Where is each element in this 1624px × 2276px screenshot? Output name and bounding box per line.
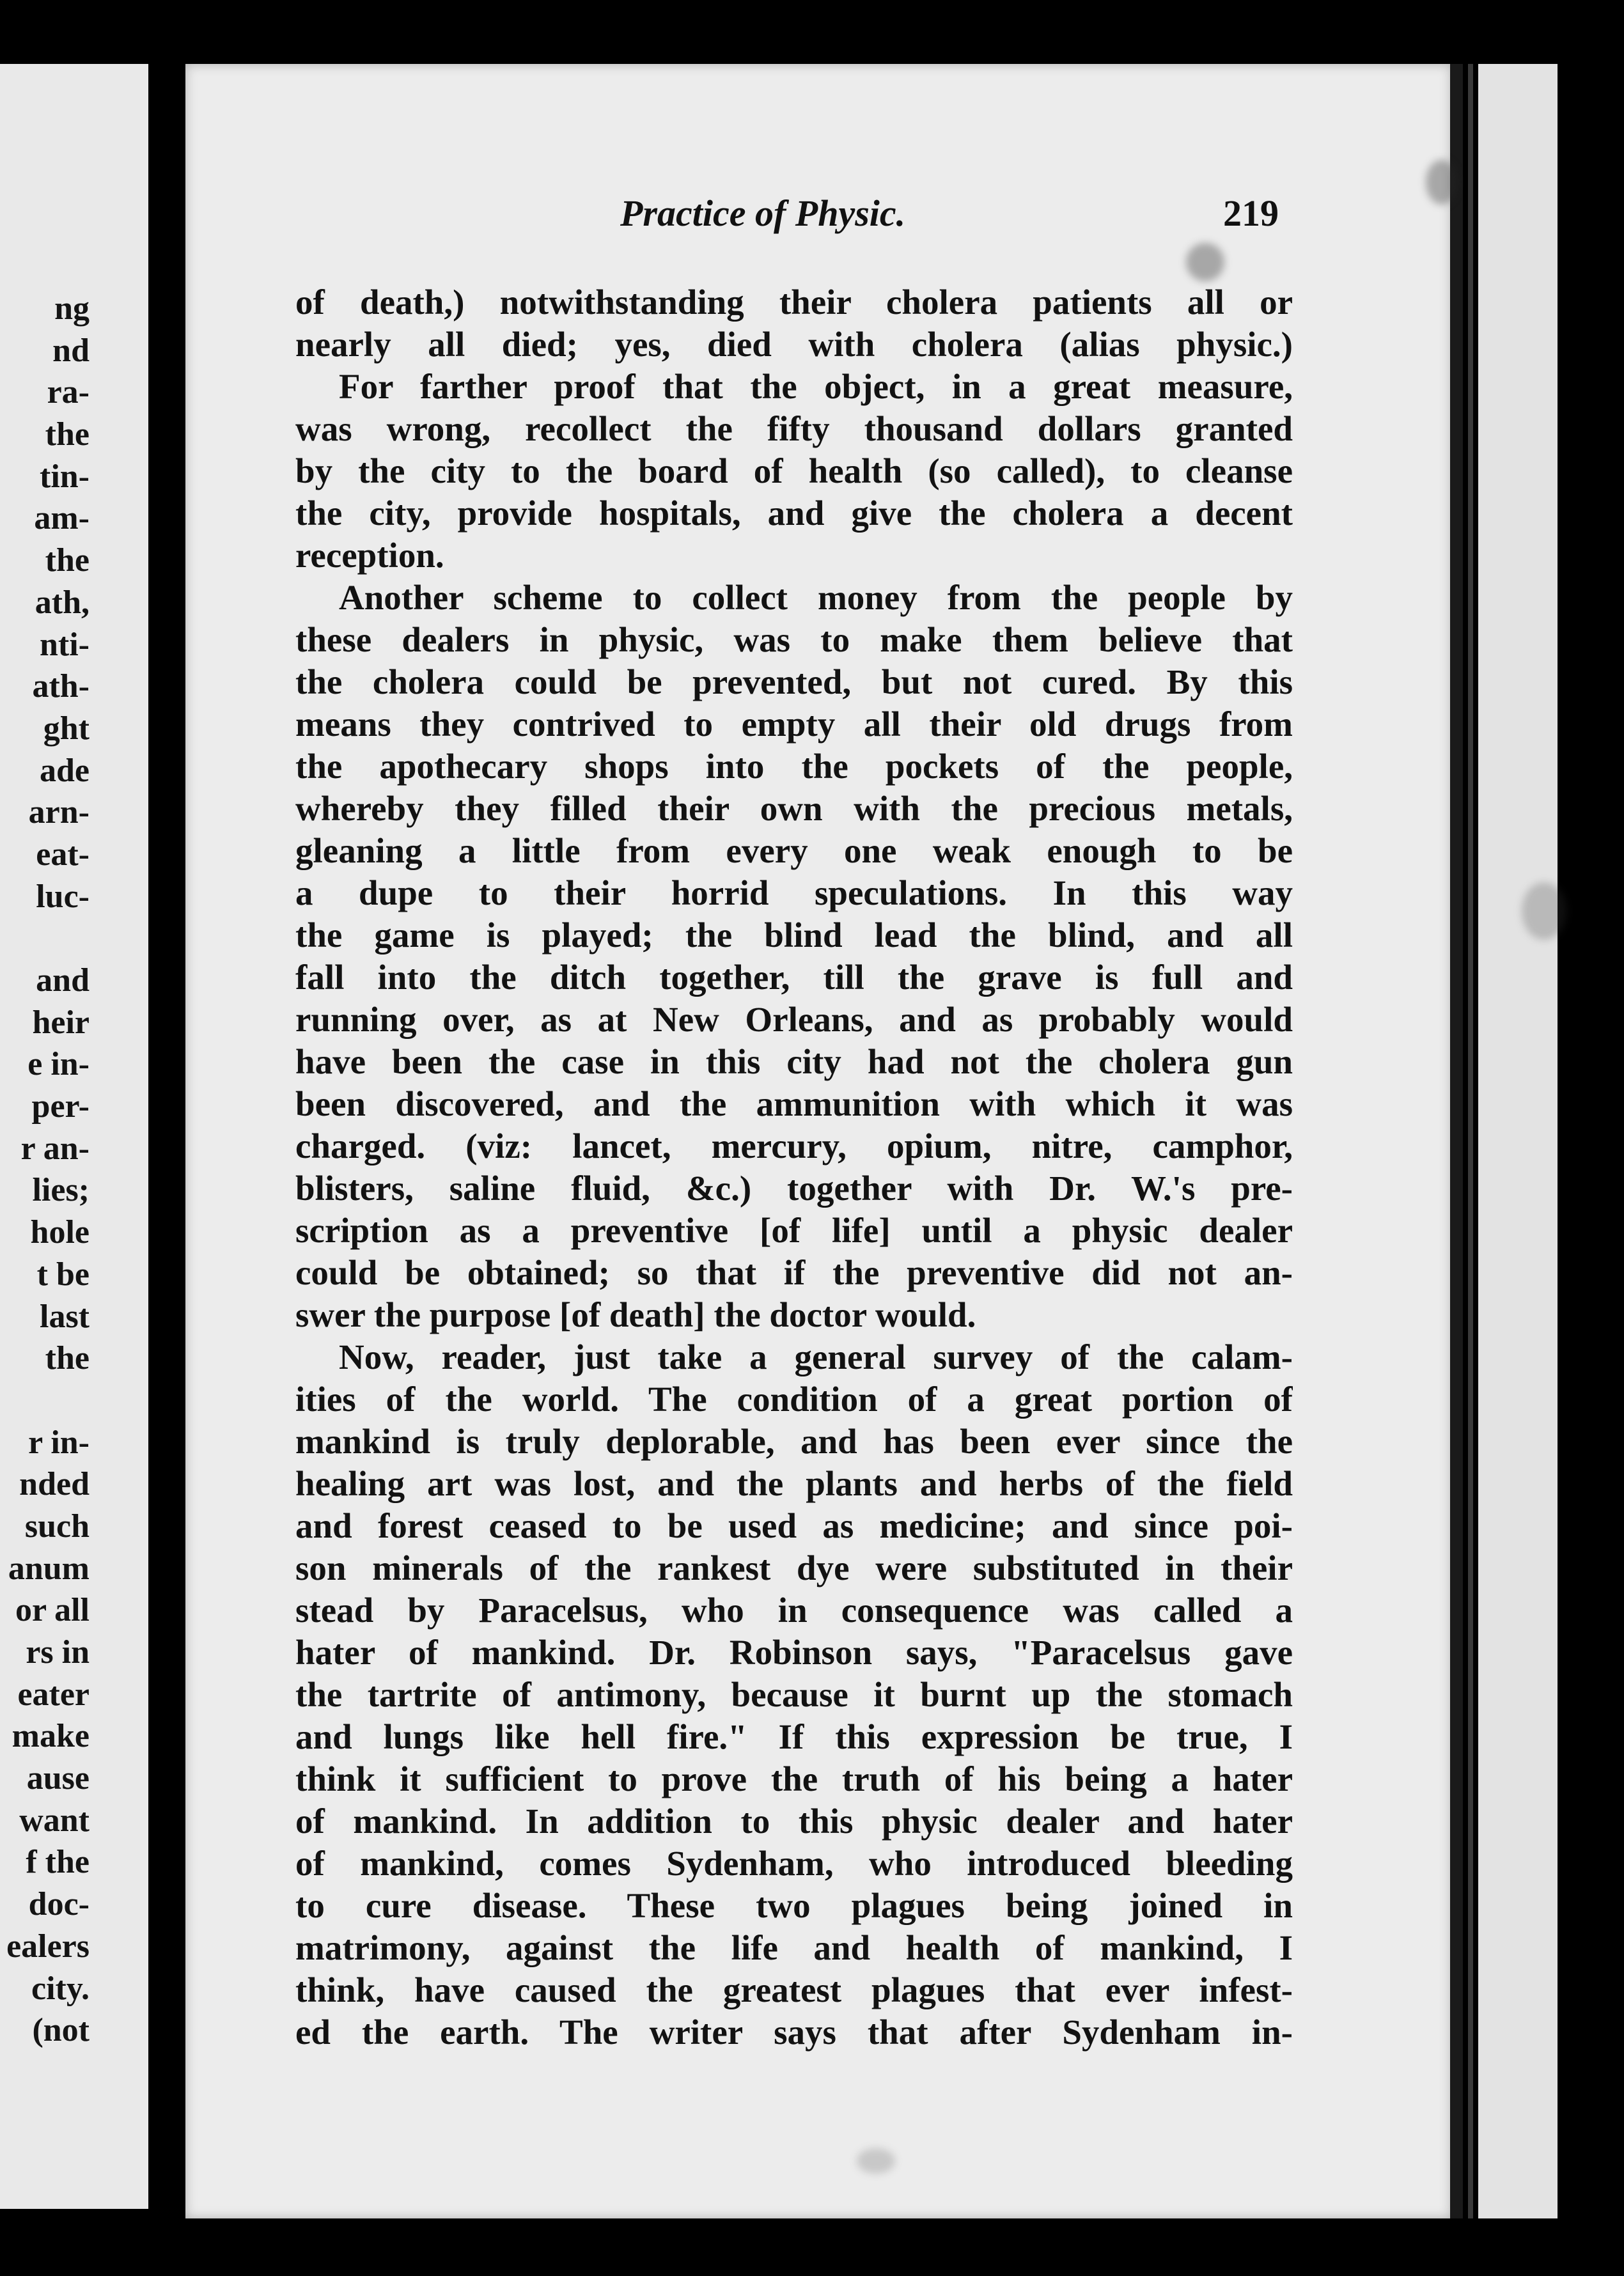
- text-line: ities of the world. The condition of a great portion of: [295, 1380, 1293, 1419]
- text-line: think it sufficient to prove the truth of his being a hater: [295, 1759, 1293, 1798]
- left-fragment: hole: [30, 1214, 90, 1251]
- text-line: For farther proof that the object, in a great measure,: [339, 367, 1293, 406]
- page-binding-edge: [1450, 64, 1463, 2218]
- text-line: of death,) notwithstanding their cholera patients all or: [295, 283, 1293, 322]
- text-line: blisters, saline fluid, &c.) together with Dr. W.'s pre-: [295, 1169, 1293, 1208]
- left-fragment: such: [24, 1508, 90, 1545]
- left-fragment: tin-: [40, 458, 90, 495]
- text-line: the city, provide hospitals, and give the cholera a decent: [295, 494, 1293, 533]
- left-fragment: make: [12, 1718, 90, 1755]
- text-line: was wrong, recollect the fifty thousand dollars granted: [295, 409, 1293, 448]
- left-fragment: heir: [32, 1004, 90, 1041]
- text-line: scription as a preventive [of life] until a physic dealer: [295, 1211, 1293, 1250]
- left-fragment: last: [40, 1298, 90, 1335]
- left-fragment: ng: [54, 290, 90, 327]
- left-fragment: ght: [43, 710, 90, 747]
- text-line: by the city to the board of health (so called), to cleanse: [295, 451, 1293, 490]
- text-line: son minerals of the rankest dye were substituted in their: [295, 1548, 1293, 1587]
- left-fragment: luc-: [36, 878, 90, 915]
- left-fragment: ause: [26, 1760, 90, 1797]
- text-line: have been the case in this city had not the cholera gun: [295, 1042, 1293, 1081]
- text-line: matrimony, against the life and health of mankind, I: [295, 1928, 1293, 1967]
- left-fragment: the: [45, 542, 90, 579]
- left-fragment: lies;: [32, 1172, 90, 1209]
- text-line: fall into the ditch together, till the grave is full and: [295, 958, 1293, 997]
- left-facing-page: [0, 64, 148, 2209]
- text-line: charged. (viz: lancet, mercury, opium, nitre, camphor,: [295, 1126, 1293, 1165]
- left-fragment: ade: [40, 752, 90, 789]
- text-line: means they contrived to empty all their old drugs from: [295, 705, 1293, 744]
- left-fragment: city.: [31, 1970, 90, 2007]
- page-number: 219: [1223, 192, 1279, 234]
- page-binding-edge: [1468, 64, 1473, 2218]
- left-page-text-fragments: [6, 288, 90, 2052]
- text-line: of mankind. In addition to this physic dealer and hater: [295, 1802, 1293, 1841]
- text-line: the apothecary shops into the pockets of the people,: [295, 747, 1293, 786]
- text-line: to cure disease. These two plagues being joined in: [295, 1886, 1293, 1925]
- page-header: [620, 192, 1279, 243]
- text-line: stead by Paracelsus, who in consequence was called a: [295, 1591, 1293, 1630]
- left-fragment: the: [45, 416, 90, 453]
- text-line: could be obtained; so that if the preventive did not an-: [295, 1253, 1293, 1292]
- body-text: [295, 281, 1293, 2054]
- text-line: swer the purpose [of death] the doctor would.: [295, 1295, 976, 1334]
- left-fragment: ra-: [47, 374, 90, 411]
- left-fragment: and: [36, 962, 90, 999]
- text-line: mankind is truly deplorable, and has been ever since the: [295, 1422, 1293, 1461]
- text-line: reception.: [295, 536, 444, 575]
- text-line: a dupe to their horrid speculations. In this way: [295, 873, 1293, 912]
- left-fragment: anum: [8, 1550, 90, 1587]
- text-line: the tartrite of antimony, because it burnt up the stomach: [295, 1675, 1293, 1714]
- left-fragment: [6, 917, 90, 960]
- left-fragment: eater: [17, 1676, 90, 1713]
- text-line: running over, as at New Orleans, and as probably would: [295, 1000, 1293, 1039]
- text-line: healing art was lost, and the plants and herbs of the field: [295, 1464, 1293, 1503]
- text-line: these dealers in physic, was to make them believe that: [295, 620, 1293, 659]
- text-line: gleaning a little from every one weak enough to be: [295, 831, 1293, 870]
- left-fragment: am-: [34, 500, 90, 537]
- left-fragment: [6, 1380, 90, 1422]
- ink-smudge: [1426, 160, 1458, 205]
- left-fragment: r in-: [28, 1424, 90, 1461]
- text-line: the game is played; the blind lead the blind, and all: [295, 916, 1293, 955]
- left-fragment: eat-: [36, 836, 90, 873]
- text-line: hater of mankind. Dr. Robinson says, "Paracelsus gave: [295, 1633, 1293, 1672]
- text-line: and lungs like hell fire." If this expression be true, I: [295, 1717, 1293, 1756]
- left-fragment: want: [19, 1802, 90, 1839]
- right-page-edge: [1478, 64, 1558, 2218]
- text-line: been discovered, and the ammunition with which it was: [295, 1084, 1293, 1123]
- left-fragment: ath,: [35, 584, 90, 621]
- left-fragment: doc-: [28, 1886, 90, 1923]
- ink-smudge: [857, 2148, 895, 2174]
- text-line: whereby they filled their own with the precious metals,: [295, 789, 1293, 828]
- running-head: Practice of Physic.: [620, 192, 906, 234]
- left-fragment: the: [45, 1340, 90, 1377]
- left-fragment: nti-: [40, 626, 90, 663]
- left-fragment: f the: [26, 1844, 90, 1881]
- left-fragment: per-: [31, 1088, 90, 1125]
- left-fragment: rs in: [26, 1634, 90, 1671]
- left-fragment: arn-: [28, 794, 90, 831]
- left-fragment: nd: [52, 332, 90, 369]
- left-fragment: ath-: [32, 668, 90, 705]
- ink-smudge: [1522, 882, 1566, 940]
- left-fragment: or all: [15, 1592, 90, 1629]
- ink-smudge: [1186, 243, 1224, 281]
- text-line: think, have caused the greatest plagues that ever infest-: [295, 1970, 1293, 2009]
- left-fragment: t be: [36, 1256, 90, 1293]
- text-line: Now, reader, just take a general survey of the calam-: [339, 1337, 1293, 1376]
- text-line: and forest ceased to be used as medicine; and since poi-: [295, 1506, 1293, 1545]
- left-fragment: (not: [32, 2012, 90, 2049]
- text-line: nearly all died; yes, died with cholera (alias physic.): [295, 325, 1293, 364]
- left-fragment: r an-: [20, 1130, 90, 1167]
- left-fragment: e in-: [27, 1046, 90, 1083]
- text-line: the cholera could be prevented, but not cured. By this: [295, 662, 1293, 701]
- text-line: Another scheme to collect money from the people by: [339, 578, 1293, 617]
- text-line: ed the earth. The writer says that after Sydenham in-: [295, 2013, 1293, 2052]
- text-line: of mankind, comes Sydenham, who introduced bleeding: [295, 1844, 1293, 1883]
- left-fragment: ealers: [6, 1928, 90, 1965]
- left-fragment: nded: [19, 1466, 90, 1503]
